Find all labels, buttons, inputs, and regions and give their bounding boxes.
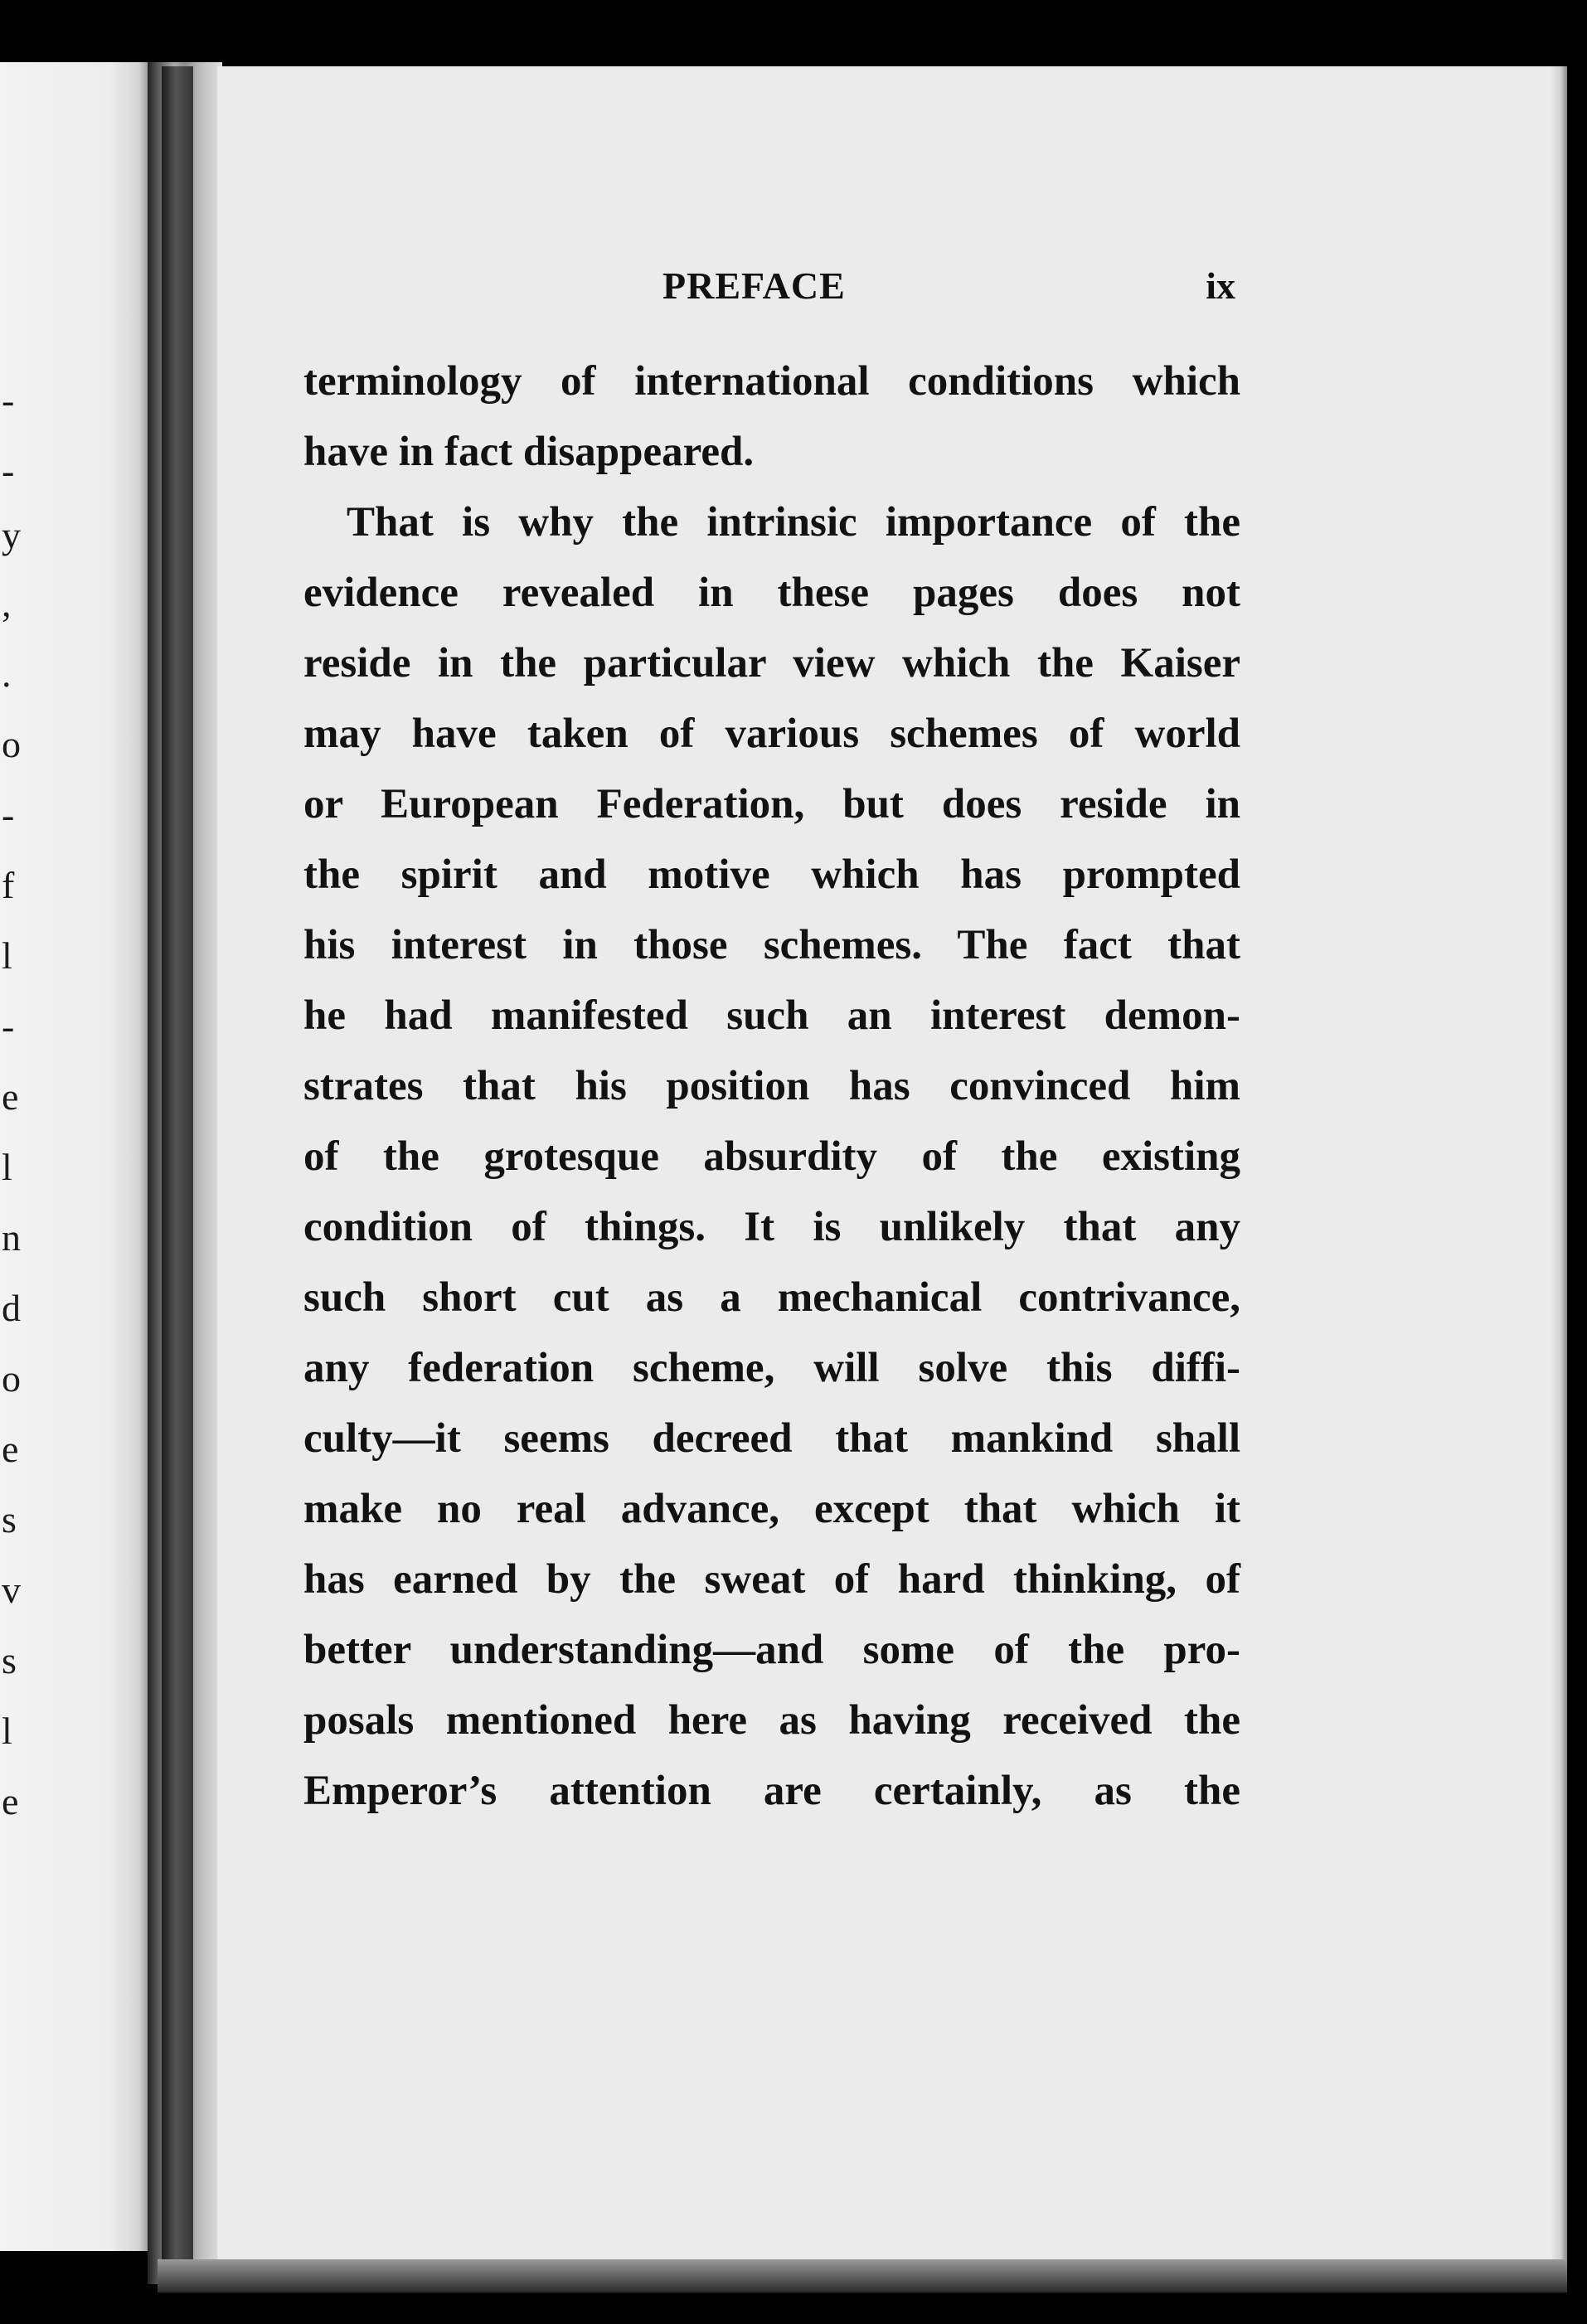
text-line: reside in the particular view which the Kaiser xyxy=(303,640,1240,687)
margin-char: . xyxy=(2,653,12,695)
margin-char: y xyxy=(2,514,21,556)
page-bottom-edge xyxy=(158,2259,1567,2292)
margin-char: l xyxy=(2,934,12,977)
text-line: make no real advance, except that which it xyxy=(303,1486,1240,1532)
text-line: That is why the intrinsic importance of the xyxy=(347,499,1240,546)
text-line: evidence revealed in these pages does not xyxy=(303,570,1240,616)
text-line: posals mentioned here as having received the xyxy=(303,1697,1240,1744)
margin-char: o xyxy=(2,1357,21,1400)
text-line: better understanding—and some of the pro- xyxy=(303,1627,1240,1673)
margin-char: l xyxy=(2,1710,12,1752)
margin-char: e xyxy=(2,1428,19,1470)
text-line: he had manifested such an interest demon- xyxy=(303,992,1240,1039)
text-line: Emperor’s attention are certainly, as the xyxy=(303,1768,1240,1814)
page-title: PREFACE xyxy=(662,264,846,307)
binding-shadow xyxy=(162,66,193,2288)
text-line: condition of things. It is unlikely that any xyxy=(303,1204,1240,1250)
text-line: may have taken of various schemes of world xyxy=(303,711,1240,757)
text-line: the spirit and motive which has prompted xyxy=(303,851,1240,898)
margin-char: l xyxy=(2,1146,12,1188)
text-line: strates that his position has convinced him xyxy=(303,1063,1240,1109)
margin-char: - xyxy=(2,379,15,421)
margin-char: , xyxy=(2,582,12,624)
text-line: terminology of international conditions which xyxy=(303,358,1240,405)
margin-char: d xyxy=(2,1287,21,1329)
margin-char: o xyxy=(2,723,21,765)
margin-char: - xyxy=(2,449,15,492)
margin-char: s xyxy=(2,1639,17,1681)
page-number: ix xyxy=(1206,264,1235,307)
margin-char: e xyxy=(2,1075,19,1118)
margin-char: f xyxy=(2,864,15,906)
text-line: have in fact disappeared. xyxy=(303,429,755,475)
margin-char: n xyxy=(2,1216,21,1259)
text-line: or European Federation, but does reside in xyxy=(303,781,1240,827)
margin-char: e xyxy=(2,1780,19,1822)
margin-char: s xyxy=(2,1498,17,1540)
text-line: his interest in those schemes. The fact that xyxy=(303,922,1240,968)
body-text xyxy=(303,347,1240,1827)
page-right-edge xyxy=(1551,66,1567,2272)
running-header xyxy=(300,264,1235,313)
margin-char: - xyxy=(2,1005,15,1047)
margin-char: v xyxy=(2,1569,21,1611)
text-line: of the grotesque absurdity of the existing xyxy=(303,1133,1240,1180)
text-line: such short cut as a mechanical contrivance, xyxy=(303,1274,1240,1321)
margin-char: - xyxy=(2,793,15,836)
text-line: culty—it seems decreed that mankind shall xyxy=(303,1415,1240,1462)
text-line: has earned by the sweat of hard thinking, of xyxy=(303,1556,1240,1603)
text-line: any federation scheme, will solve this diffi- xyxy=(303,1345,1240,1391)
previous-page-margin-text xyxy=(0,62,25,2251)
previous-page-edge xyxy=(0,62,158,2251)
